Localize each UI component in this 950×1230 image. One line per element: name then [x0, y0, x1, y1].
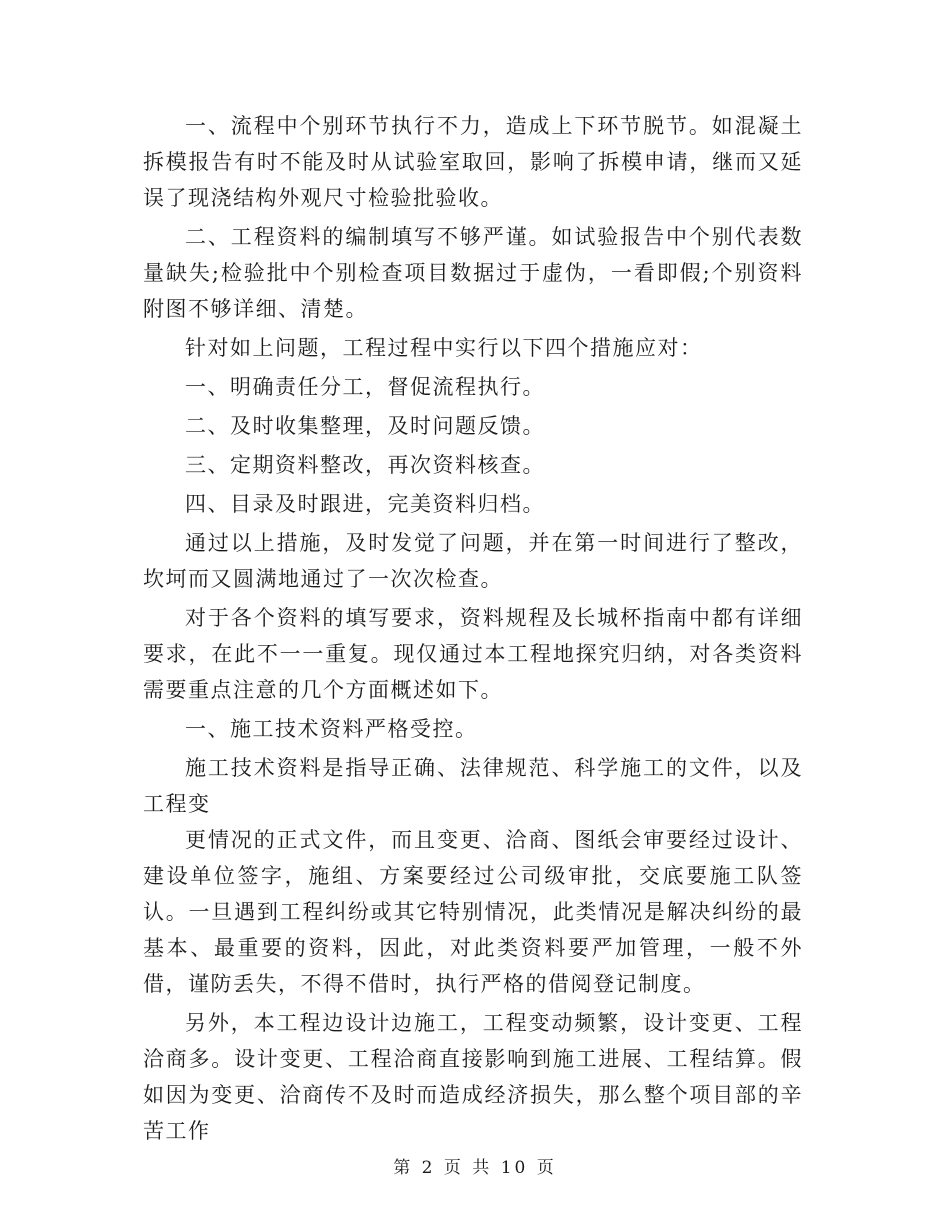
paragraph-issue-1: 一、流程中个别环节执行不力，造成上下环节脱节。如混凝土拆模报告有时不能及时从试验室取回，影响了拆模申请，继而又延误了现浇结构外观尺寸检验批验收。 — [143, 114, 803, 210]
document-body — [143, 108, 803, 1149]
paragraph-measure-2: 二、及时收集整理，及时问题反馈。 — [185, 414, 545, 438]
paragraph-changes: 另外，本工程边设计边施工，工程变动频繁，设计变更、工程洽商多。设计变更、工程洽商直接影响到施工进展、工程结算。假如因为变更、洽商传不及时而造成经济损失，那么整个项目部的辛苦工作 — [143, 1011, 803, 1143]
paragraph-requirements: 对于各个资料的填写要求，资料规程及长城杯指南中都有详细要求，在此不一一重复。现仅通过本工程地探究归纳，对各类资料需要重点注意的几个方面概述如下。 — [143, 606, 803, 702]
paragraph-issue-2: 二、工程资料的编制填写不够严谨。如试验报告中个别代表数量缺失;检验批中个别检查项目数据过于虚伪，一看即假;个别资料附图不够详细、清楚。 — [143, 225, 803, 321]
paragraph-measure-3: 三、定期资料整改，再次资料核查。 — [185, 453, 545, 477]
paragraph-measures-intro: 针对如上问题，工程过程中实行以下四个措施应对： — [185, 336, 703, 360]
paragraph-result: 通过以上措施，及时发觉了问题，并在第一时间进行了整改，坎坷而又圆满地通过了一次次检查。 — [143, 531, 803, 591]
paragraph-heading-1: 一、施工技术资料严格受控。 — [185, 717, 478, 741]
paragraph-measure-4: 四、目录及时跟进，完美资料归档。 — [185, 492, 545, 516]
page-number-footer: 第 2 页 共 10 页 — [393, 1158, 557, 1178]
paragraph-tech-docs: 施工技术资料是指导正确、法律规范、科学施工的文件，以及工程变 — [143, 756, 803, 816]
paragraph-measure-1: 一、明确责任分工，督促流程执行。 — [185, 375, 545, 399]
paragraph-tech-docs-cont: 更情况的正式文件，而且变更、洽商、图纸会审要经过设计、建设单位签字，施组、方案要经过公司级审批，交底要施工队签认。一旦遇到工程纠纷或其它特别情况，此类情况是解决纠纷的最基本、最重要的资料，因此，对此类资料要严加管理，一般不外借，谨防丢失，不得不借时，执行严格的借阅登记制度。 — [143, 828, 803, 996]
